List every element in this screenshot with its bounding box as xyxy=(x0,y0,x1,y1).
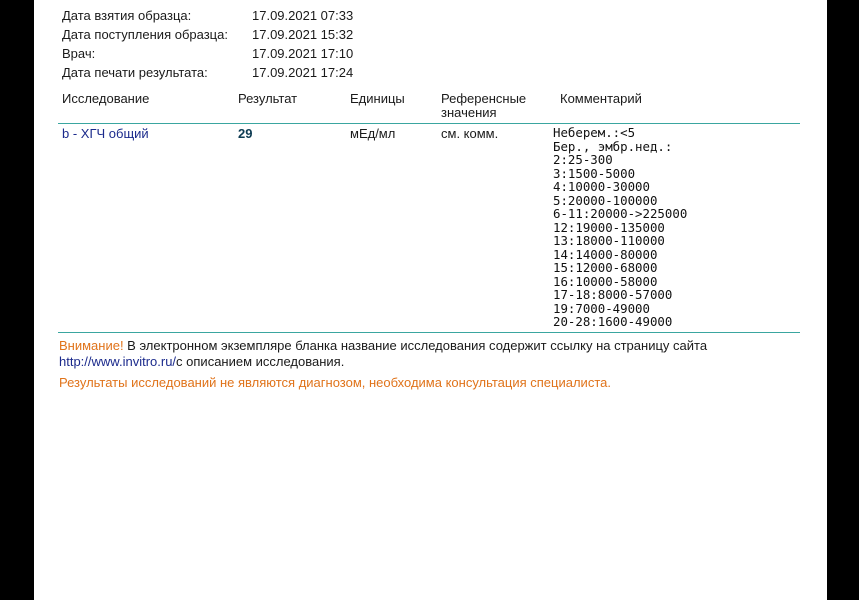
info-value: 17.09.2021 07:33 xyxy=(252,8,354,23)
disclaimer: Результаты исследований не являются диагнозом, необходима консультация специалиста. xyxy=(59,375,611,390)
comment-line: 16:10000-58000 xyxy=(553,273,658,289)
notice-paragraph xyxy=(59,338,779,370)
units-value: мЕд/мл xyxy=(350,126,396,141)
comment-line: 14:14000-80000 xyxy=(553,246,658,262)
comment-line: 3:1500-5000 xyxy=(553,165,636,181)
header-reference-line2: значения xyxy=(441,105,497,120)
comment-line: 2:25-300 xyxy=(553,152,613,167)
comment-line: Бер., эмбр.нед.: xyxy=(553,138,673,154)
header-test: Исследование xyxy=(62,91,150,106)
comment-line: Неберем.:<5 xyxy=(553,125,636,140)
test-name-link[interactable] xyxy=(62,126,149,141)
header-reference-line1: Референсные xyxy=(441,91,527,106)
info-label: Врач: xyxy=(62,46,96,61)
attention-label: Внимание! xyxy=(59,338,124,353)
result-value: 29 xyxy=(238,126,253,141)
table-header-divider xyxy=(58,123,800,124)
test-name[interactable]: b - ХГЧ общий xyxy=(62,126,149,141)
comment-line: 6-11:20000->225000 xyxy=(553,206,688,221)
header-comment: Комментарий xyxy=(560,91,642,106)
notice-text-2: с описанием исследования. xyxy=(176,354,345,369)
reference-value: см. комм. xyxy=(441,126,499,141)
info-value: 17.09.2021 17:24 xyxy=(252,65,354,80)
info-label: Дата поступления образца: xyxy=(62,27,228,42)
document-page xyxy=(34,0,827,600)
comment-line: 20-28:1600-49000 xyxy=(553,314,673,329)
table-bottom-divider xyxy=(58,332,800,333)
info-label: Дата печати результата: xyxy=(62,65,208,80)
comment-line: 15:12000-68000 xyxy=(553,260,658,275)
comment-line: 13:18000-110000 xyxy=(553,233,665,248)
comment-line: 4:10000-30000 xyxy=(553,179,650,194)
comment-block xyxy=(553,126,687,329)
info-value: 17.09.2021 15:32 xyxy=(252,27,354,42)
header-result: Результат xyxy=(238,91,298,106)
invitro-link[interactable]: http://www.invitro.ru/ xyxy=(59,354,177,369)
header-units: Единицы xyxy=(350,91,405,106)
info-label: Дата взятия образца: xyxy=(62,8,192,23)
header-reference xyxy=(441,92,526,120)
notice-text: В электронном экземпляре бланка название исследования содержит ссылку на страницу сайта xyxy=(123,338,708,353)
comment-line: 5:20000-100000 xyxy=(553,192,658,208)
comment-line: 19:7000-49000 xyxy=(553,300,650,316)
comment-line: 12:19000-135000 xyxy=(553,219,665,235)
comment-line: 17-18:8000-57000 xyxy=(553,287,673,302)
info-value: 17.09.2021 17:10 xyxy=(252,46,354,61)
